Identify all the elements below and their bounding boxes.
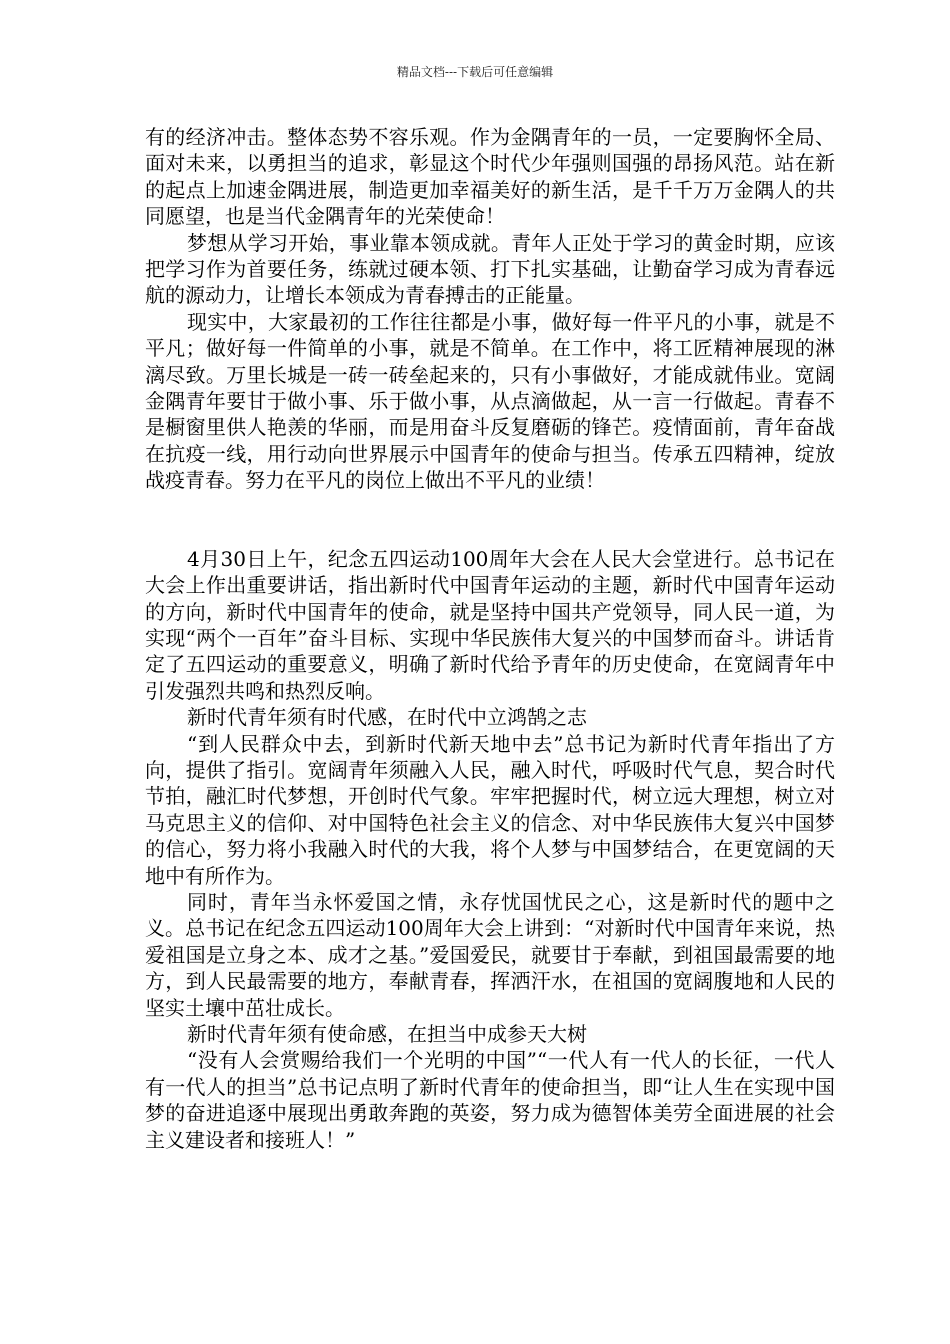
document-body	[145, 124, 835, 1153]
page-header: 精品文档---下载后可任意编辑	[396, 65, 554, 79]
paragraph-may-fourth-intro: 4月30日上午，纪念五四运动100周年大会在人民大会堂进行。总书记在大会上作出重要讲话，指出新时代中国青年运动的主题，新时代中国青年运动的方向，新时代中国青年的使命，就是坚持中国共产党领导，同人民一道，为实现“两个一百年”奋斗目标、实现中华民族伟大复兴的中国梦而奋斗。讲话肯定了五四运动的重要意义，明确了新时代给予青年的历史使命，在宽阔青年中引发强烈共鸣和热烈反响。	[145, 546, 835, 703]
paragraph-mission: “没有人会赏赐给我们一个光明的中国”“一代人有一代人的长征，一代人有一代人的担当”总书记点明了新时代青年的使命担当，即“让人生在实现中国梦的奋进追逐中展现出勇敢奔跑的英姿，努力成为德智体美劳全面进展的社会主义建设者和接班人！”	[145, 1048, 835, 1152]
paragraph-learning: 梦想从学习开始，事业靠本领成就。青年人正处于学习的黄金时期，应该把学习作为首要任务，练就过硬本领、打下扎实基础，让勤奋学习成为青春远航的源动力，让增长本领成为青春搏击的正能量。	[145, 230, 835, 308]
paragraph-small-things: 现实中，大家最初的工作往往都是小事，做好每一件平凡的小事，就是不平凡；做好每一件简单的小事，就是不简单。在工作中，将工匠精神展现的淋漓尽致。万里长城是一砖一砖垒起来的，只有小事做好，才能成就伟业。宽阔金隅青年要甘于做小事、乐于做小事，从点滴做起，从一言一行做起。青春不是橱窗里供人艳羡的华丽，而是用奋斗反复磨砺的锋芒。疫情面前，青年奋战在抗疫一线，用行动向世界展示中国青年的使命与担当。传承五四精神，绽放战疫青春。努力在平凡的岗位上做出不平凡的业绩！	[145, 309, 835, 493]
subheading-mission-sense: 新时代青年须有使命感，在担当中成参天大树	[187, 1022, 587, 1046]
subheading-era-sense: 新时代青年须有时代感，在时代中立鸿鹄之志	[187, 705, 587, 730]
section-gap	[145, 494, 835, 546]
paragraph-era-direction: “到人民群众中去，到新时代新天地中去”总书记为新时代青年指出了方向，提供了指引。宽阔青年须融入人民，融入时代，呼吸时代气息，契合时代节拍，融汇时代梦想，开创时代气象。牢牢把握时代，树立远大理想，树立对马克思主义的信仰、对中国特色社会主义的信念、对中华民族伟大复兴中国梦的信心，努力将小我融入时代的大我，将个人梦与中国梦结合，在更宽阔的天地中有所作为。	[145, 731, 835, 888]
paragraph-continuation: 有的经济冲击。整体态势不容乐观。作为金隅青年的一员，一定要胸怀全局、面对未来，以勇担当的追求，彰显这个时代少年强则国强的昂扬风范。站在新的起点上加速金隅进展，制造更加幸福美好的新生活，是千千万万金隅人的共同愿望，也是当代金隅青年的光荣使命！	[145, 125, 835, 229]
paragraph-patriotism: 同时，青年当永怀爱国之情，永存忧国忧民之心，这是新时代的题中之义。总书记在纪念五四运动100周年大会上讲到：“对新时代中国青年来说，热爱祖国是立身之本、成才之基。”爱国爱民，就要甘于奉献，到祖国最需要的地方，到人民最需要的地方，奉献青春，挥洒汗水，在祖国的宽阔腹地和人民的坚实土壤中茁壮成长。	[145, 889, 835, 1020]
